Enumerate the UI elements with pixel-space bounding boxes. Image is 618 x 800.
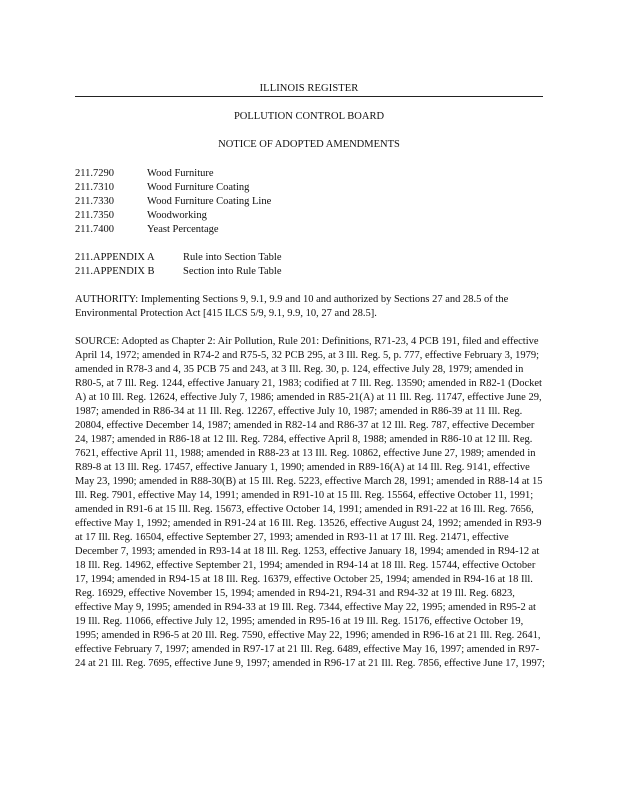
section-list <box>75 167 271 237</box>
notice-title: NOTICE OF ADOPTED AMENDMENTS <box>218 139 400 150</box>
section-title: Yeast Percentage <box>147 224 219 235</box>
section-number: 211.7290 <box>75 168 114 179</box>
header-rule <box>75 96 543 97</box>
appendix-row <box>75 265 282 279</box>
section-number: 211.7330 <box>75 196 114 207</box>
register-title: ILLINOIS REGISTER <box>259 83 359 94</box>
section-title: Wood Furniture Coating Line <box>147 196 272 207</box>
section-title: Woodworking <box>147 210 207 221</box>
appendix-title: Section into Rule Table <box>183 266 282 277</box>
section-title: Wood Furniture Coating <box>147 182 250 193</box>
section-title: Wood Furniture <box>147 168 214 179</box>
appendix-number: 211.APPENDIX A <box>75 252 155 263</box>
section-row <box>75 181 271 195</box>
section-number: 211.7400 <box>75 224 114 235</box>
source-paragraph: SOURCE: Adopted as Chapter 2: Air Pollution, Rule 201: Definitions, R71-23, 4 PCB 191, filed and effective April 14, 1972; amended in R74-2 and R75-5, 32 PCB 295, at 3 Ill. Reg. 5, p. 777, effective February 3, 1979; amended in R78-3 and 4, 35 PCB 75 and 243, at 3 Ill. Reg. 30, p. 124, effective July 28, 1979; amended in R80-5, at 7 Ill. Reg. 1244, effective January 21, 1983; codified at 7 Ill. Reg. 13590; amended in R82-1 (Docket A) at 10 Ill. Reg. 12624, effective July 7, 1986; amended in R85-21(A) at 11 Ill. Reg. 11747, effective June 29, 1987; amended in R86-34 at 11 Ill. Reg. 12267, effective July 10, 1987; amended in R86-39 at 11 Ill. Reg. 20804, effective December 14, 1987; amended in R82-14 and R86-37 at 12 Ill. Reg. 787, effective December 24, 1987; amended in R86-18 at 12 Ill. Reg. 7284, effective April 8, 1988; amended in R86-10 at 12 Ill. Reg. 7621, effective April 11, 1988; amended in R88-23 at 13 Ill. Reg. 10862, effective June 27, 1989; amended in R89-8 at 13 Ill. Reg. 17457, effective January 1, 1990; amended in R89-16(A) at 14 Ill. Reg. 9141, effective May 23, 1990; amended in R88-30(B) at 15 Ill. Reg. 5223, effective March 28, 1991; amended in R88-14 at 15 Ill. Reg. 7901, effective May 14, 1991; amended in R91-10 at 15 Ill. Reg. 15564, effective October 11, 1991; amended in R91-6 at 15 Ill. Reg. 15673, effective October 14, 1991; amended in R91-22 at 16 Ill. Reg. 7656, effective May 1, 1992; amended in R91-24 at 16 Ill. Reg. 13526, effective August 24, 1992; amended in R93-9 at 17 Ill. Reg. 16504, effective September 27, 1993; amended in R93-11 at 17 Ill. Reg. 21471, effective December 7, 1993; amended in R93-14 at 18 Ill. Reg. 1253, effective January 18, 1994; amended in R94-12 at 18 Ill. Reg. 14962, effective September 21, 1994; amended in R94-14 at 18 Ill. Reg. 15744, effective October 17, 1994; amended in R94-15 at 18 Ill. Reg. 16379, effective October 25, 1994; amended in R94-16 at 18 Ill. Reg. 16929, effective November 15, 1994; amended in R94-21, R94-31 and R94-32 at 19 Ill. Reg. 6823, effective May 9, 1995; amended in R94-33 at 19 Ill. Reg. 7344, effective May 22, 1995; amended in R95-2 at 19 Ill. Reg. 11066, effective July 12, 1995; amended in R95-16 at 19 Ill. Reg. 15176, effective October 19, 1995; amended in R96-5 at 20 Ill. Reg. 7590, effective May 22, 1996; amended in R96-16 at 21 Ill. Reg. 2641, effective February 7, 1997; amended in R97-17 at 21 Ill. Reg. 6489, effective May 16, 1997; amended in R97-24 at 21 Ill. Reg. 7695, effective June 9, 1997; amended in R96-17 at 21 Ill. Reg. 7856, effective June 17, 1997; <box>75 336 545 669</box>
appendix-number: 211.APPENDIX B <box>75 266 155 277</box>
section-number: 211.7310 <box>75 182 114 193</box>
section-row <box>75 195 271 209</box>
appendix-list <box>75 251 282 279</box>
authority-paragraph: AUTHORITY: Implementing Sections 9, 9.1, 9.9 and 10 and authorized by Sections 27 and 28.5 of the Environmental Protection Act [415 ILCS 5/9, 9.1, 9.9, 10, 27 and 28.5]. <box>75 294 509 319</box>
section-row <box>75 167 271 181</box>
appendix-title: Rule into Section Table <box>183 252 282 263</box>
section-number: 211.7350 <box>75 210 114 221</box>
section-row <box>75 223 271 237</box>
section-row <box>75 209 271 223</box>
agency-name: POLLUTION CONTROL BOARD <box>233 111 385 122</box>
appendix-row <box>75 251 282 265</box>
